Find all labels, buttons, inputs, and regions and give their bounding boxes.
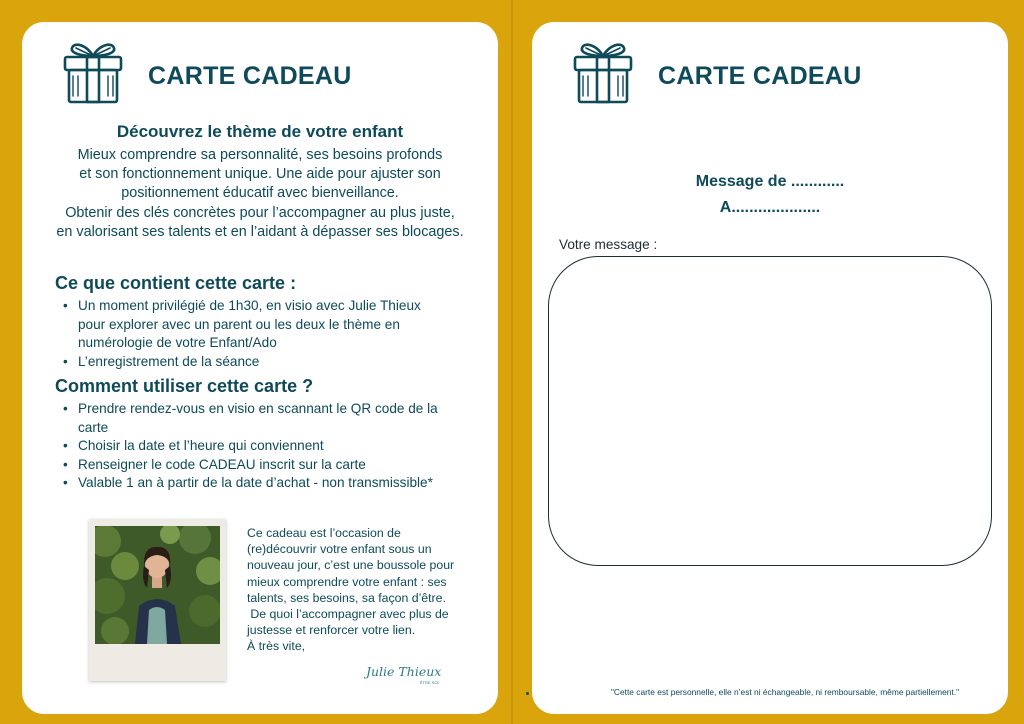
message-label: Votre message : (559, 237, 658, 252)
gift-card-front (22, 22, 498, 714)
intro-line: et son fonctionnement unique. Une aide pour ajuster son (79, 166, 441, 183)
signature-subtitle: ÊTRE SOI (420, 680, 439, 685)
closing-message (247, 525, 482, 655)
gift-icon (62, 38, 124, 104)
disclaimer: "Cette carte est personnelle, elle n’est ni échangeable, ni remboursable, même partiellement." (610, 687, 960, 697)
list-item: • Un moment privilégié de 1h30, en visio avec Julie Thieux pour explorer avec un parent ou les deux le thème en numérologie de votre Enfant/Ado (63, 298, 421, 351)
section-heading-usage: Comment utiliser cette carte ? (55, 376, 314, 396)
bullet-dot (526, 692, 529, 695)
intro-line: en valorisant ses talents et en l’aidant à dépasser ses blocages. (56, 223, 464, 240)
section-heading-contents: Ce que contient cette carte : (55, 273, 297, 293)
closing-line: À très vite, (247, 639, 306, 654)
list-item: • Prendre rendez-vous en visio en scannant le QR code de la carte (63, 401, 438, 435)
intro-line: Mieux comprendre sa personnalité, ses besoins profonds (77, 147, 443, 163)
list-item: • L’enregistrement de la séance (63, 353, 260, 369)
list-item: • Renseigner le code CADEAU inscrit sur la carte (63, 456, 366, 472)
list-item: • Choisir la date et l’heure qui conviennent (63, 438, 324, 454)
intro-heading: Découvrez le thème de votre enfant (116, 122, 404, 141)
polaroid-photo-frame (89, 519, 226, 681)
closing-line: De quoi l’accompagner avec plus de (247, 607, 449, 622)
closing-line: nouveau jour, c’est une boussole pour (247, 558, 455, 573)
message-box (548, 256, 992, 566)
signature: Julie Thieux (366, 664, 442, 679)
closing-line: mieux comprendre votre enfant : ses (247, 574, 447, 589)
intro-line: Obtenir des clés concrètes pour l’accompagner au plus juste, (65, 204, 455, 221)
closing-line: (re)découvrir votre enfant sous un (247, 542, 432, 557)
closing-line: Ce cadeau est l’occasion de (247, 526, 401, 540)
gift-card-back (532, 22, 1008, 714)
list-item: • Valable 1 an à partir de la date d’achat - non transmissible* (63, 475, 433, 491)
card-title: CARTE CADEAU (658, 62, 862, 90)
gift-icon (572, 38, 634, 104)
portrait-photo (95, 526, 220, 644)
closing-line: talents, ses besoins, sa façon d’être. (247, 590, 446, 605)
message-from: Message de ............ (695, 173, 845, 190)
closing-line: justesse et renforcer votre lien. (247, 623, 416, 638)
usage-list (63, 400, 483, 493)
message-to: A.................... (719, 199, 821, 216)
intro-line: positionnement éducatif avec bienveillance. (121, 185, 399, 202)
contents-list (63, 297, 483, 371)
intro-paragraph (32, 146, 488, 242)
card-title: CARTE CADEAU (148, 62, 352, 90)
fold-line (511, 0, 513, 724)
